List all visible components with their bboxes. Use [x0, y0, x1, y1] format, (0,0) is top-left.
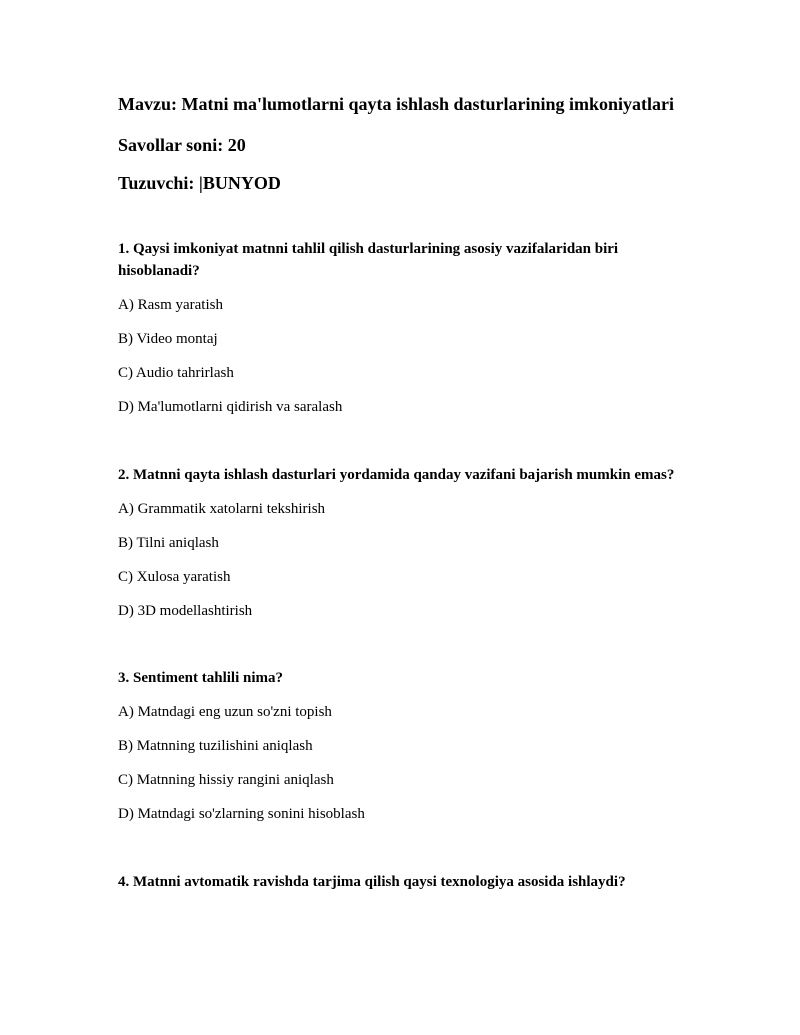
- question-4: [118, 871, 678, 893]
- question-3: [118, 667, 678, 825]
- question-2: [118, 464, 678, 622]
- question-1: [118, 238, 678, 418]
- answer-option-c: C) Xulosa yaratish: [118, 569, 231, 585]
- question-text: 2. Matnni qayta ishlash dasturlari yordamida qanday vazifani bajarish mumkin emas?: [118, 467, 675, 483]
- answer-option-d: D) Matndagi so'zlarning sonini hisoblash: [118, 806, 365, 822]
- question-text: 4. Matnni avtomatik ravishda tarjima qilish qaysi texnologiya asosida ishlaydi?: [118, 874, 626, 890]
- question-count: Savollar soni: 20: [118, 135, 246, 155]
- answer-option-a: A) Grammatik xatolarni tekshirish: [118, 501, 326, 517]
- answer-option-a: A) Matndagi eng uzun so'zni topish: [118, 704, 332, 720]
- answer-option-d: D) Ma'lumotlarni qidirish va saralash: [118, 399, 343, 415]
- document-title: Mavzu: Matni ma'lumotlarni qayta ishlash dasturlarining imkoniyatlari: [118, 94, 675, 114]
- question-text: 3. Sentiment tahlili nima?: [118, 670, 284, 686]
- answer-option-a: A) Rasm yaratish: [118, 297, 223, 313]
- answer-option-c: C) Matnning hissiy rangini aniqlash: [118, 772, 334, 788]
- document-page: [118, 92, 678, 905]
- answer-option-b: B) Matnning tuzilishini aniqlash: [118, 738, 313, 754]
- answer-option-b: B) Tilni aniqlash: [118, 535, 219, 551]
- answer-option-c: C) Audio tahrirlash: [118, 365, 234, 381]
- answer-option-d: D) 3D modellashtirish: [118, 603, 253, 619]
- answer-option-b: B) Video montaj: [118, 331, 218, 347]
- author-line: Tuzuvchi: |BUNYOD: [118, 173, 281, 193]
- question-text: 1. Qaysi imkoniyat matnni tahlil qilish dasturlarining asosiy vazifalaridan biri hisoblanadi?: [118, 241, 619, 279]
